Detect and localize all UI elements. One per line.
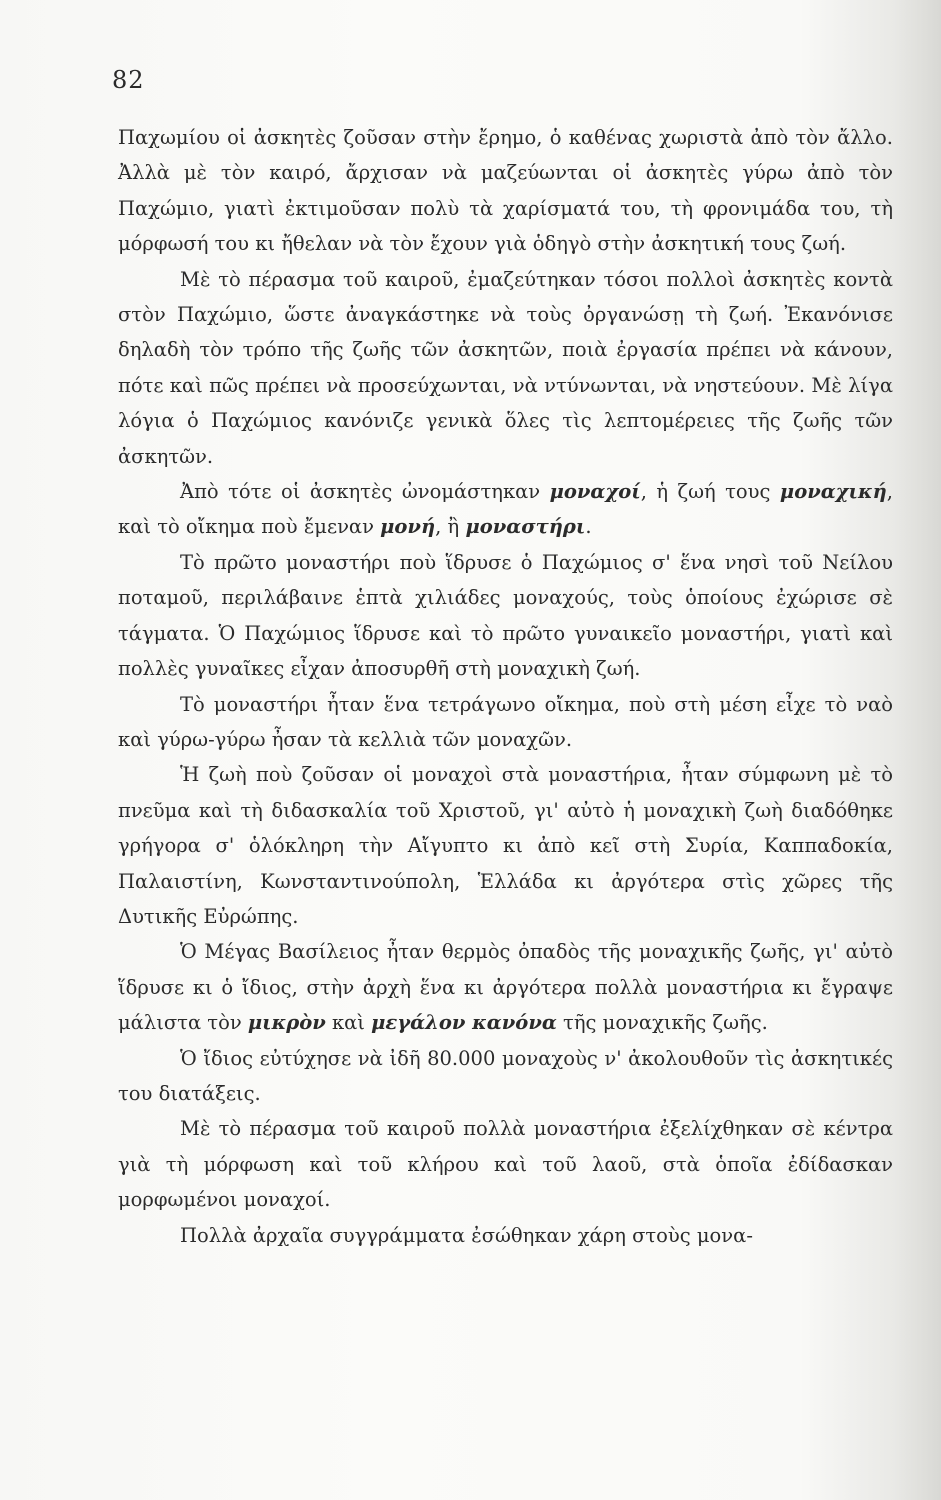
emphasized-term: μικρὸν — [247, 1011, 326, 1035]
paragraph-8: Ὁ ἴδιος εὐτύχησε νὰ ἰδῆ 80.000 μοναχοὺς ν' ἀκολουθοῦν τὶς ἀσκητικές του διατάξεις. — [118, 1046, 893, 1105]
text-run: , ἢ — [435, 515, 466, 539]
text-run: , καὶ τὸ οἴκημα ποὺ ἔμεναν — [118, 480, 893, 539]
text-run: . — [585, 515, 592, 539]
emphasized-term: μονή — [380, 515, 436, 539]
text-run: , ἡ ζωή τους — [640, 480, 780, 504]
emphasized-term: μοναχική — [779, 480, 887, 504]
text-run: καὶ — [325, 1011, 372, 1035]
paragraph-2: Μὲ τὸ πέρασμα τοῦ καιροῦ, ἐμαζεύτηκαν τόσοι πολλοὶ ἀσκητὲς κοντὰ στὸν Παχώμιο, ὥστε ἀναγκάστηκε νὰ τοὺς ὀργανώσῃ τὴ ζωή. Ἐκανόνισε δηλαδὴ τὸν τρόπο τῆς ζωῆς τῶν ἀσκητῶν, ποιὰ ἐργασία πρέπει νὰ κάνουν, πότε καὶ πῶς πρέπει νὰ προσεύχωνται, νὰ ντύνωνται, νὰ νηστεύουν. Μὲ λίγα λόγια ὁ Παχώμιος κανόνιζε γενικὰ ὅλες τὶς λεπτομέρειες τῆς ζωῆς τῶν ἀσκητῶν. — [118, 267, 893, 468]
page-number: 82 — [112, 66, 145, 94]
text-run: Ὁ Μέγας Βασίλειος ἦταν θερμὸς ὀπαδὸς τῆς μοναχικῆς ζωῆς, γι' αὐτὸ ἵδρυσε κι ὁ ἴδιος, στὴν ἀρχὴ ἕνα κι ἀργότερα πολλὰ μοναστήρια κι ἔγραψε μάλιστα τὸν — [118, 940, 893, 1035]
text-run: τῆς μοναχικῆς ζωῆς. — [556, 1011, 768, 1035]
paragraph-6: Ἡ ζωὴ ποὺ ζοῦσαν οἱ μοναχοὶ στὰ μοναστήρια, ἦταν σύμφωνη μὲ τὸ πνεῦμα καὶ τὴ διδασκαλία τοῦ Χριστοῦ, γι' αὐτὸ ἡ μοναχικὴ ζωὴ διαδόθηκε γρήγορα σ' ὁλόκληρη τὴν Αἴγυπτο κι ἀπὸ κεῖ στὴ Συρία, Καππαδοκία, Παλαιστίνη, Κωνσταντινούπολη, Ἑλλάδα κι ἀργότερα στὶς χῶρες τῆς Δυτικῆς Εὐρώπης. — [118, 763, 893, 928]
text-run: Ἀπὸ τότε οἱ ἀσκητὲς ὠνομάστηκαν — [180, 480, 550, 504]
emphasized-term: μεγάλον κανόνα — [371, 1011, 557, 1035]
paragraph-10: Πολλὰ ἀρχαῖα συγγράμματα ἐσώθηκαν χάρη στοὺς μονα- — [180, 1223, 753, 1247]
paragraph-9: Μὲ τὸ πέρασμα τοῦ καιροῦ πολλὰ μοναστήρια ἐξελίχθηκαν σὲ κέντρα γιὰ τὴ μόρφωση καὶ τοῦ κλήρου καὶ τοῦ λαοῦ, στὰ ὁποῖα ἐδίδασκαν μορφωμένοι μοναχοί. — [118, 1117, 893, 1212]
emphasized-term: μοναχοί — [549, 480, 641, 504]
paragraph-1: Παχωμίου οἱ ἀσκητὲς ζοῦσαν στὴν ἔρημο, ὁ καθένας χωριστὰ ἀπὸ τὸν ἄλλο. Ἀλλὰ μὲ τὸν καιρό, ἄρχισαν νὰ μαζεύωνται οἱ ἀσκητὲς γύρω ἀπὸ τὸν Παχώμιο, γιατὶ ἐκτιμοῦσαν πολὺ τὰ χαρίσματά του, τὴ φρονιμάδα του, τὴ μόρφωσή του κι ἤθελαν νὰ τὸν ἔχουν γιὰ ὁδηγὸ στὴν ἀσκητική τους ζωή. — [118, 126, 893, 256]
paragraph-5: Τὸ μοναστήρι ἦταν ἕνα τετράγωνο οἴκημα, ποὺ στὴ μέση εἶχε τὸ ναὸ καὶ γύρω-γύρω ἦσαν τὰ κελλιὰ τῶν μοναχῶν. — [118, 692, 893, 751]
body-text — [118, 120, 893, 1253]
paragraph-7 — [118, 934, 893, 1040]
paragraph-4: Τὸ πρῶτο μοναστήρι ποὺ ἵδρυσε ὁ Παχώμιος σ' ἕνα νησὶ τοῦ Νείλου ποταμοῦ, περιλάβαινε ἑπτὰ χιλιάδες μοναχούς, τοὺς ὁποίους ἐχώρισε σὲ τάγματα. Ὁ Παχώμιος ἵδρυσε καὶ τὸ πρῶτο γυναικεῖο μοναστήρι, γιατὶ καὶ πολλὲς γυναῖκες εἶχαν ἀποσυρθῆ στὴ μοναχικὴ ζωή. — [118, 550, 893, 681]
emphasized-term: μοναστήρι — [465, 515, 586, 539]
paragraph-3 — [118, 474, 893, 545]
